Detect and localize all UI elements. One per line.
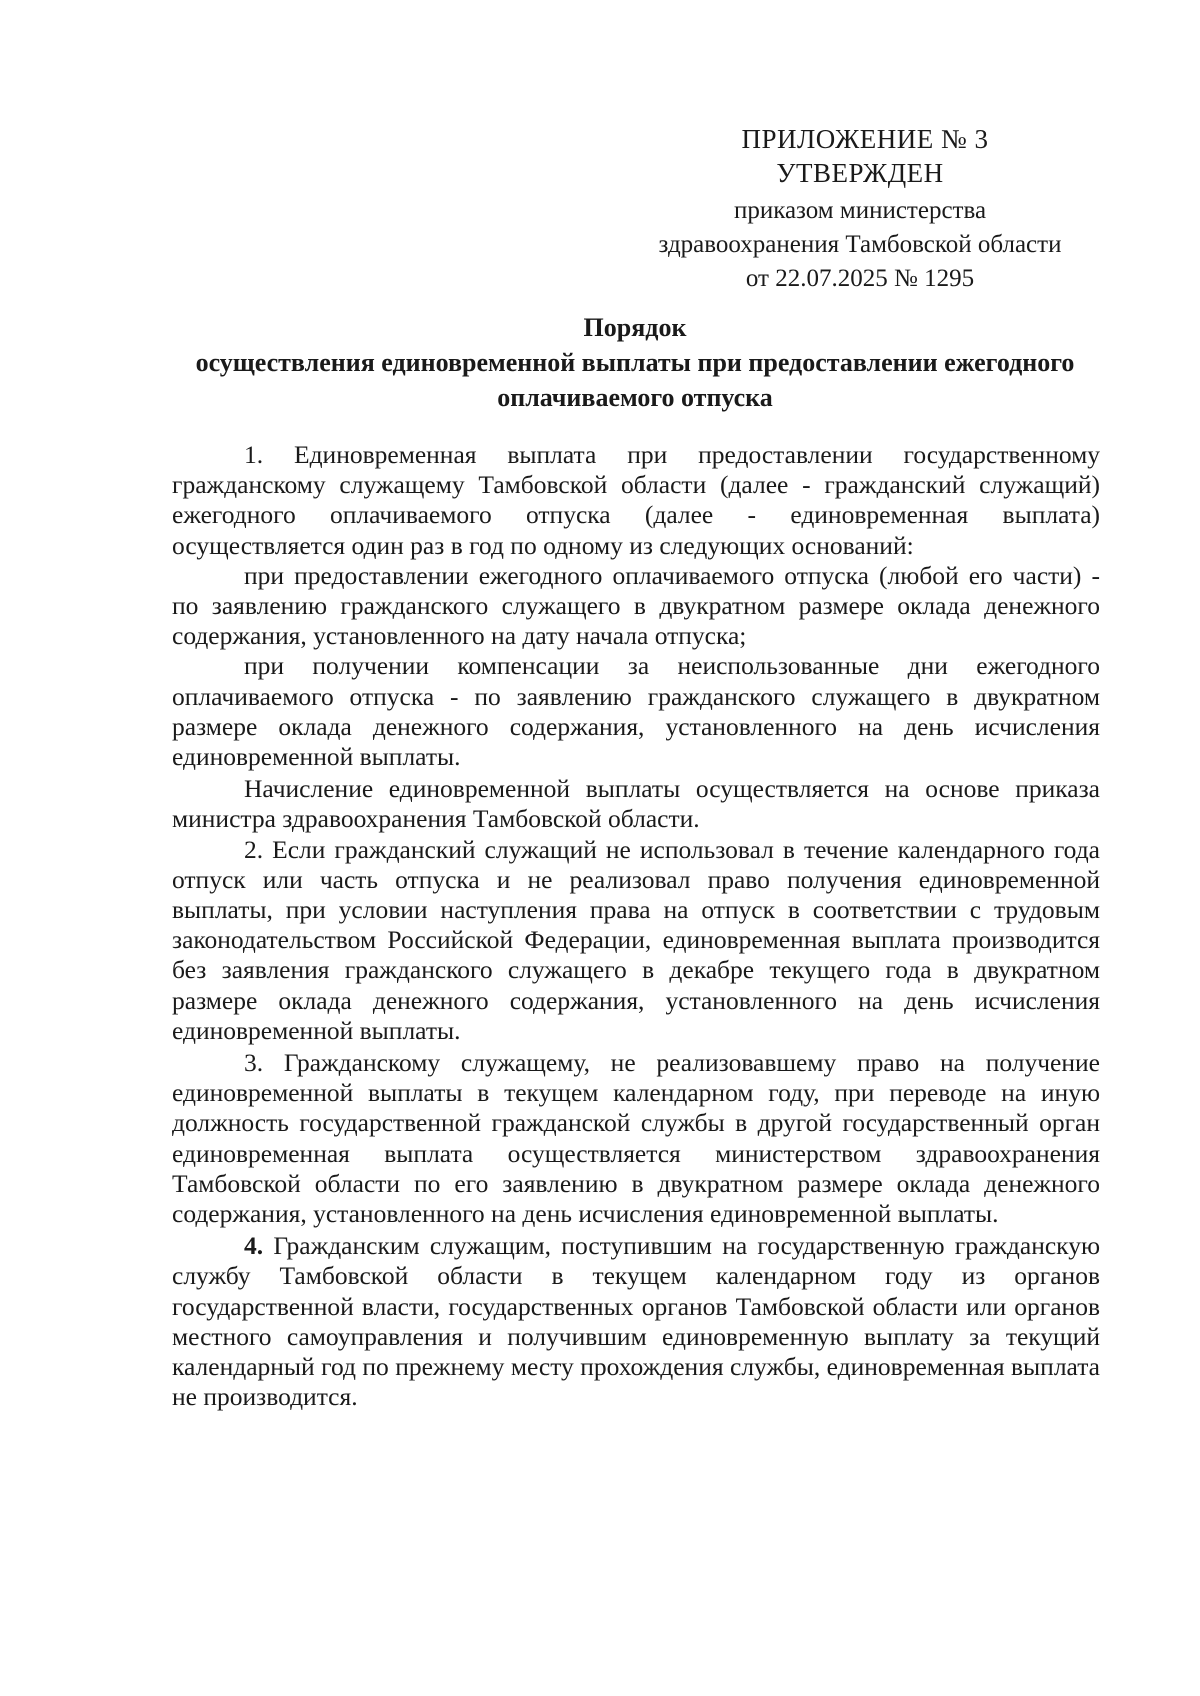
approved-by-line: приказом министерства [733, 197, 987, 224]
paragraph-4: Начисление единовременной выплаты осуществляется на основе приказа министра здравоохранения Тамбовской области. [172, 774, 1100, 834]
order-date-number: от 22.07.2025 № 1295 [745, 265, 975, 292]
approved-by-ministry: здравоохранения Тамбовской области [658, 231, 1062, 258]
paragraph-7-text: Гражданским служащим, поступившим на государственную гражданскую службу Тамбовской области в текущем календарном году из органов государственной власти, государственных органов Тамбовской области или органов местного самоуправления и получившим единовременную выплату за текущий календарный год по прежнему месту прохождения службы, единовременная выплата не производится. [172, 1231, 1101, 1412]
paragraph-6: 3. Гражданскому служащему, не реализовавшему право на получение единовременной выплаты в текущем календарном году, при переводе на иную должность государственной гражданской службы в другой государственный орган единовременная выплата осуществляется министерством здравоохранения Тамбовской области по его заявлению в двукратном размере оклада денежного содержания, установленного на день исчисления единовременной выплаты. [172, 1048, 1100, 1229]
title-line-1: Порядок [583, 313, 687, 342]
document-body [172, 440, 1100, 1413]
paragraph-7 [172, 1231, 1100, 1412]
title-line-3: оплачиваемого отпуска [497, 383, 773, 412]
paragraph-7-number: 4. [244, 1231, 264, 1261]
document-title [170, 310, 1100, 415]
title-line-2: осуществления единовременной выплаты при предоставлении ежегодного [195, 348, 1075, 377]
approved-label: УТВЕРЖДЕН [776, 158, 944, 188]
paragraph-1: 1. Единовременная выплата при предоставлении государственному гражданскому служащему Тамбовской области (далее - гражданский служащий) ежегодного оплачиваемого отпуска (далее - единовременная выплата) осуществляется один раз в год по одному из следующих оснований: [172, 440, 1100, 560]
paragraph-2: при предоставлении ежегодного оплачиваемого отпуска (любой его части) - по заявлению гражданского служащего в двукратном размере оклада денежного содержания, установленного на дату начала отпуска; [172, 560, 1100, 651]
paragraph-3: при получении компенсации за неиспользованные дни ежегодного оплачиваемого отпуска - по заявлению гражданского служащего в двукратном размере оклада денежного содержания, установленного на день исчисления единовременной выплаты. [172, 651, 1100, 772]
paragraph-5: 2. Если гражданский служащий не использовал в течение календарного года отпуск или часть отпуска и не реализовал право получения единовременной выплаты, при условии наступления права на отпуск в соответствии с трудовым законодательством Российской Федерации, единовременная выплата производится без заявления гражданского служащего в декабре текущего года в двукратном размере оклада денежного содержания, установленного на день исчисления единовременной выплаты. [172, 834, 1100, 1045]
appendix-number: ПРИЛОЖЕНИЕ № 3 [741, 124, 989, 154]
approval-stamp-block [600, 122, 1120, 296]
